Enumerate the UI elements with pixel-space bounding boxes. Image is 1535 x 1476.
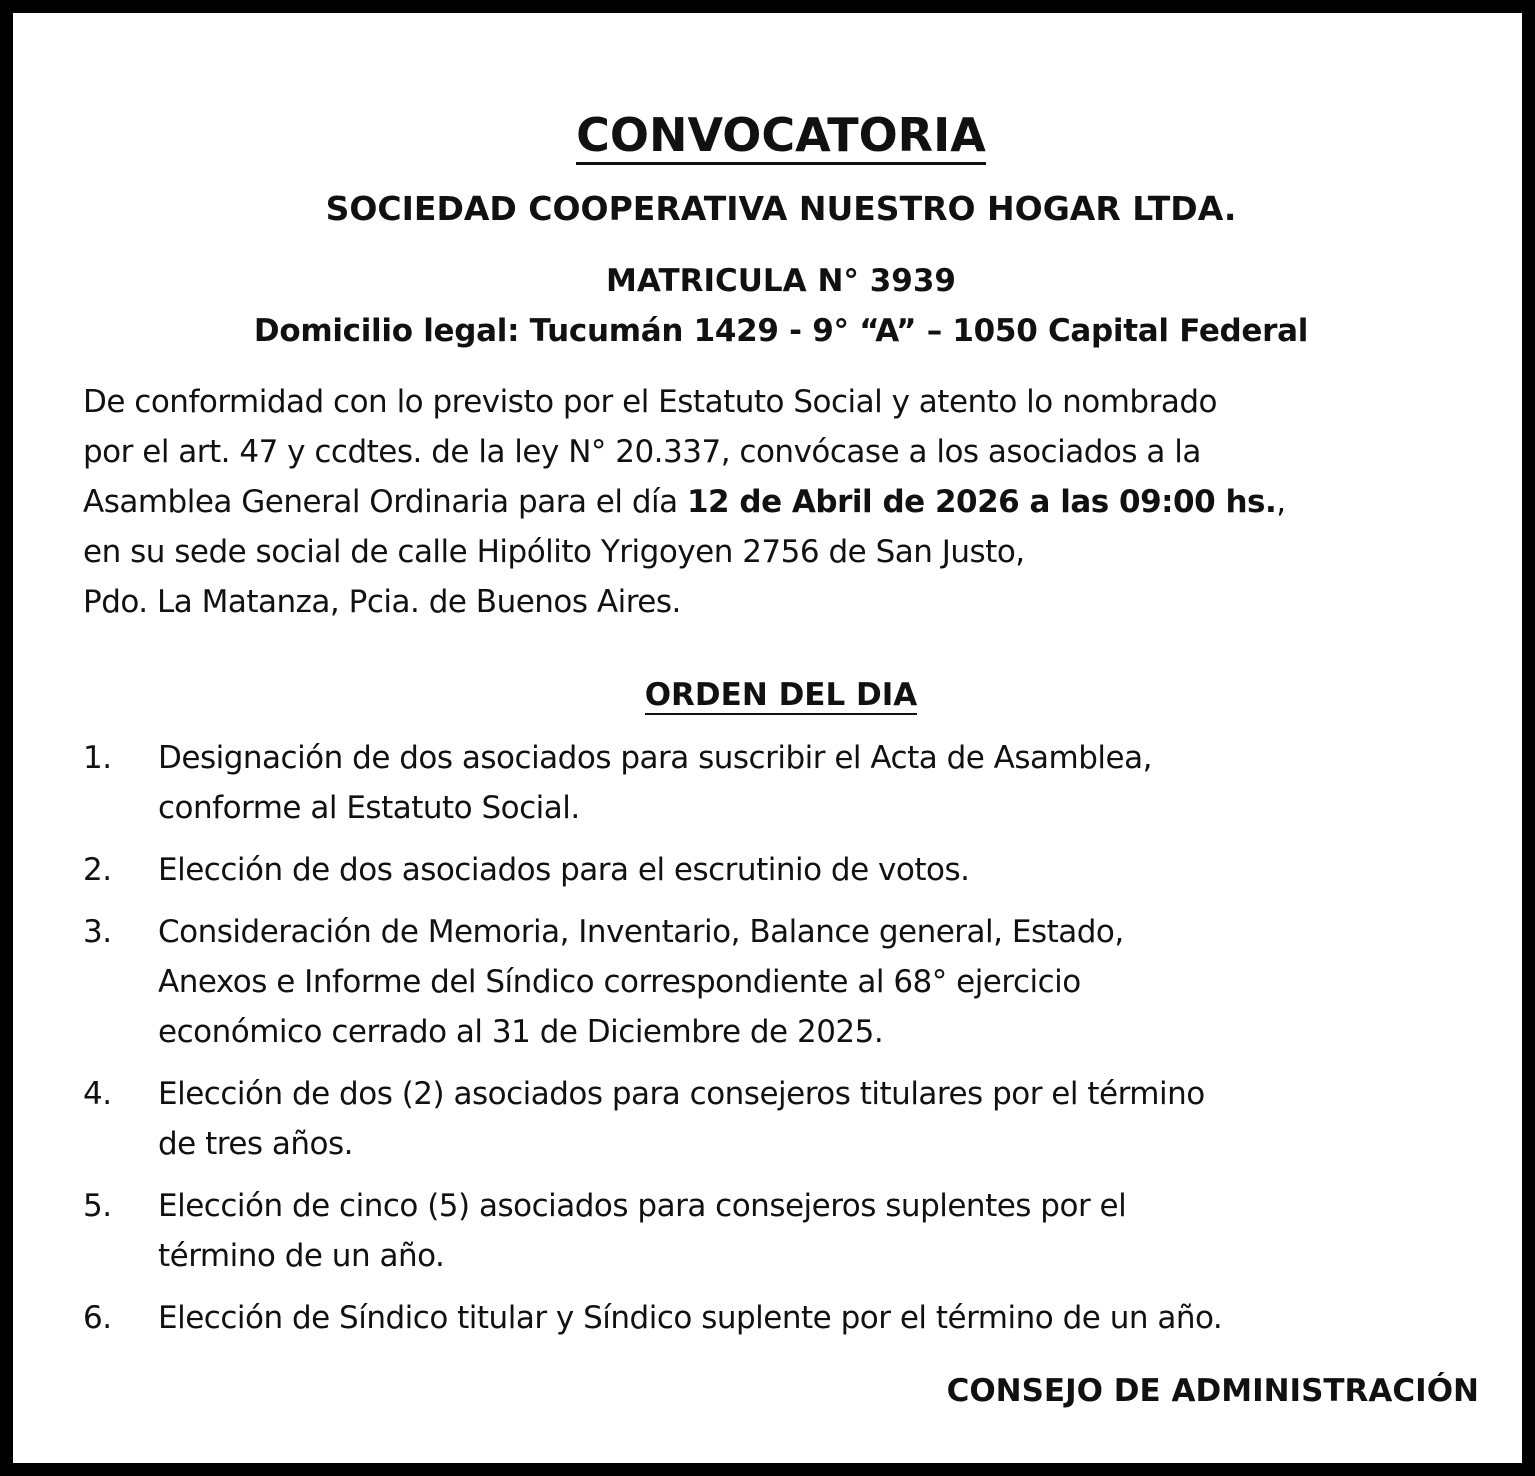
agenda-item <box>83 1293 1479 1343</box>
agenda-item-line: Anexos e Informe del Síndico correspondiente al 68° ejercicio <box>158 964 1081 1000</box>
agenda-item-text <box>158 845 1479 895</box>
agenda-item-text <box>158 907 1479 1057</box>
agenda-item <box>83 733 1479 833</box>
intro-paragraph <box>83 377 1479 627</box>
agenda-item-text <box>158 1293 1479 1343</box>
agenda-item-line: conforme al Estatuto Social. <box>158 790 580 826</box>
intro-line-3-post: , <box>1276 484 1286 520</box>
signature: CONSEJO DE ADMINISTRACIÓN <box>946 1373 1479 1409</box>
intro-line-5: Pdo. La Matanza, Pcia. de Buenos Aires. <box>83 584 681 620</box>
agenda-item-text <box>158 1181 1479 1281</box>
agenda-item <box>83 1181 1479 1281</box>
agenda-title <box>83 673 1479 717</box>
agenda-item-number: 2. <box>83 852 112 888</box>
agenda-item <box>83 907 1479 1057</box>
assembly-date: 12 de Abril de 2026 a las 09:00 hs. <box>686 484 1277 520</box>
agenda-item-text <box>158 1069 1479 1169</box>
agenda-item-line: Consideración de Memoria, Inventario, Balance general, Estado, <box>158 914 1124 950</box>
agenda-item <box>83 1069 1479 1169</box>
intro-line-1: De conformidad con lo previsto por el Estatuto Social y atento lo nombrado <box>83 384 1217 420</box>
notice-title-text: CONVOCATORIA <box>576 108 986 165</box>
agenda-item-number: 6. <box>83 1300 112 1336</box>
agenda-item-number: 3. <box>83 914 112 950</box>
intro-line-3-pre: Asamblea General Ordinaria para el día <box>83 484 687 520</box>
intro-line-3 <box>83 477 1479 527</box>
organization-name: SOCIEDAD COOPERATIVA NUESTRO HOGAR LTDA. <box>325 189 1237 228</box>
notice-title <box>83 105 1479 165</box>
agenda-item-line: Elección de cinco (5) asociados para consejeros suplentes por el <box>158 1188 1127 1224</box>
agenda-item <box>83 845 1479 895</box>
agenda-item-line: de tres años. <box>158 1126 354 1162</box>
agenda-item-number: 5. <box>83 1188 112 1224</box>
matricula-number: MATRICULA N° 3939 <box>606 263 956 299</box>
notice-content <box>83 105 1479 1409</box>
agenda-item-line: Elección de Síndico titular y Síndico suplente por el término de un año. <box>158 1300 1223 1336</box>
agenda-item-line: Elección de dos asociados para el escrutinio de votos. <box>158 852 970 888</box>
agenda-item-line: económico cerrado al 31 de Diciembre de 2025. <box>158 1014 884 1050</box>
agenda-title-text: ORDEN DEL DIA <box>644 677 918 713</box>
agenda-item-line: término de un año. <box>158 1238 445 1274</box>
agenda-list <box>83 733 1479 1355</box>
agenda-item-line: Designación de dos asociados para suscribir el Acta de Asamblea, <box>158 740 1152 776</box>
agenda-item-number: 1. <box>83 740 112 776</box>
agenda-item-text <box>158 733 1479 833</box>
agenda-item-number: 4. <box>83 1076 112 1112</box>
intro-line-2: por el art. 47 y ccdtes. de la ley N° 20.337, convócase a los asociados a la <box>83 434 1201 470</box>
legal-address: Domicilio legal: Tucumán 1429 - 9° “A” – 1050 Capital Federal <box>253 313 1309 349</box>
agenda-item-line: Elección de dos (2) asociados para consejeros titulares por el término <box>158 1076 1205 1112</box>
intro-line-4: en su sede social de calle Hipólito Yrigoyen 2756 de San Justo, <box>83 534 1025 570</box>
